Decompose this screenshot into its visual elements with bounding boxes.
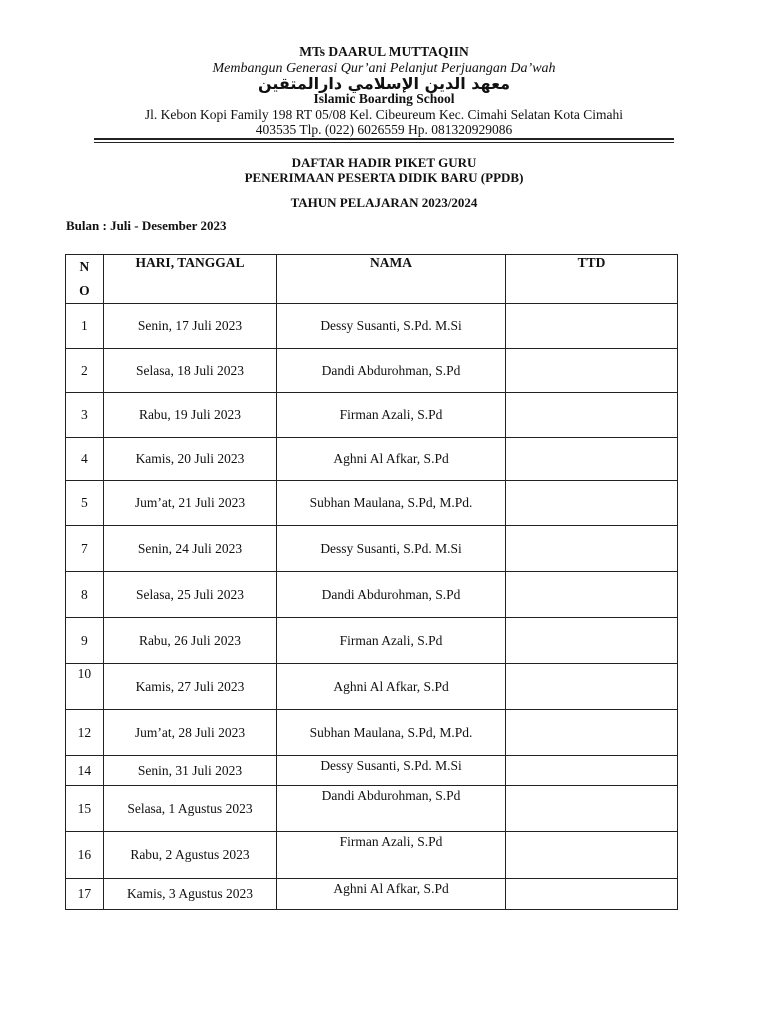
row-signature-cell[interactable] [505,481,677,526]
table-row [66,879,678,910]
row-day-date: Kamis, 3 Agustus 2023 [103,879,276,910]
table-row [66,832,678,879]
row-signature-cell[interactable] [505,572,677,618]
header-name: NAMA [277,255,506,304]
period-label: Bulan : Juli - Desember 2023 [66,218,227,233]
header-day-date: HARI, TANGGAL [103,255,276,304]
table-row [66,618,678,664]
row-name: Firman Azali, S.Pd [277,832,506,879]
row-signature-cell[interactable] [505,393,677,438]
school-subtitle: Islamic Boarding School [313,91,455,106]
table-row [66,438,678,481]
row-day-date: Selasa, 18 Juli 2023 [103,349,276,393]
row-day-date: Jum’at, 21 Juli 2023 [103,481,276,526]
table-row [66,786,678,832]
row-name: Dandi Abdurohman, S.Pd [277,572,506,618]
row-signature-cell[interactable] [505,879,677,910]
row-no: 1 [66,304,104,349]
row-name: Aghni Al Afkar, S.Pd [277,438,506,481]
school-name: MTs DAARUL MUTTAQIIN [299,44,469,59]
row-no: 15 [66,786,104,832]
header-no-line2: O [79,283,90,298]
letterhead-divider-thin [94,142,674,143]
school-motto: Membangun Generasi Qur’ani Pelanjut Perjuangan Da’wah [212,61,556,76]
row-no: 7 [66,526,104,572]
header-no-line1: N [79,259,90,274]
table-header-row [66,255,678,304]
row-no: 17 [66,879,104,910]
row-no: 5 [66,481,104,526]
row-no: 16 [66,832,104,879]
table-row [66,304,678,349]
row-signature-cell[interactable] [505,664,677,710]
letterhead-divider-thick [94,138,674,140]
row-day-date: Rabu, 2 Agustus 2023 [103,832,276,879]
row-name: Dandi Abdurohman, S.Pd [277,786,506,832]
header-signature: TTD [505,255,677,304]
document-title-line1: DAFTAR HADIR PIKET GURU [291,155,477,170]
row-signature-cell[interactable] [505,438,677,481]
row-name: Subhan Maulana, S.Pd, M.Pd. [277,710,506,756]
row-day-date: Senin, 17 Juli 2023 [103,304,276,349]
table-row [66,710,678,756]
row-no: 12 [66,710,104,756]
row-signature-cell[interactable] [505,756,677,786]
row-no: 10 [66,664,104,710]
row-day-date: Selasa, 25 Juli 2023 [103,572,276,618]
attendance-table [65,254,678,910]
row-signature-cell[interactable] [505,618,677,664]
row-name: Dandi Abdurohman, S.Pd [277,349,506,393]
school-arabic-name: معهد الدين الإسلامي دارالمتقين [257,74,511,93]
table-row [66,349,678,393]
table-row [66,572,678,618]
row-no: 2 [66,349,104,393]
row-no: 4 [66,438,104,481]
row-day-date: Jum’at, 28 Juli 2023 [103,710,276,756]
row-no: 14 [66,756,104,786]
row-name: Aghni Al Afkar, S.Pd [277,664,506,710]
school-address-line1: Jl. Kebon Kopi Family 198 RT 05/08 Kel. Cibeureum Kec. Cimahi Selatan Kota Cimahi [144,107,624,122]
row-signature-cell[interactable] [505,832,677,879]
academic-year: TAHUN PELAJARAN 2023/2024 [290,195,478,210]
row-day-date: Kamis, 20 Juli 2023 [103,438,276,481]
row-name: Firman Azali, S.Pd [277,393,506,438]
row-day-date: Senin, 31 Juli 2023 [103,756,276,786]
document-title-line2: PENERIMAAN PESERTA DIDIK BARU (PPDB) [244,170,524,185]
table-row [66,756,678,786]
header-no [66,255,104,304]
row-day-date: Rabu, 19 Juli 2023 [103,393,276,438]
row-name: Dessy Susanti, S.Pd. M.Si [277,304,506,349]
row-no: 9 [66,618,104,664]
table-row [66,393,678,438]
row-name: Subhan Maulana, S.Pd, M.Pd. [277,481,506,526]
row-name: Dessy Susanti, S.Pd. M.Si [277,526,506,572]
row-day-date: Rabu, 26 Juli 2023 [103,618,276,664]
row-no: 8 [66,572,104,618]
row-no: 3 [66,393,104,438]
table-row [66,664,678,710]
row-name: Dessy Susanti, S.Pd. M.Si [277,756,506,786]
table-row [66,526,678,572]
row-signature-cell[interactable] [505,526,677,572]
row-name: Firman Azali, S.Pd [277,618,506,664]
school-address-line2: 403535 Tlp. (022) 6026559 Hp. 081320929086 [255,122,513,137]
row-day-date: Kamis, 27 Juli 2023 [103,664,276,710]
row-signature-cell[interactable] [505,349,677,393]
row-signature-cell[interactable] [505,710,677,756]
row-name: Aghni Al Afkar, S.Pd [277,879,506,910]
row-day-date: Selasa, 1 Agustus 2023 [103,786,276,832]
row-signature-cell[interactable] [505,304,677,349]
row-signature-cell[interactable] [505,786,677,832]
table-row [66,481,678,526]
row-day-date: Senin, 24 Juli 2023 [103,526,276,572]
